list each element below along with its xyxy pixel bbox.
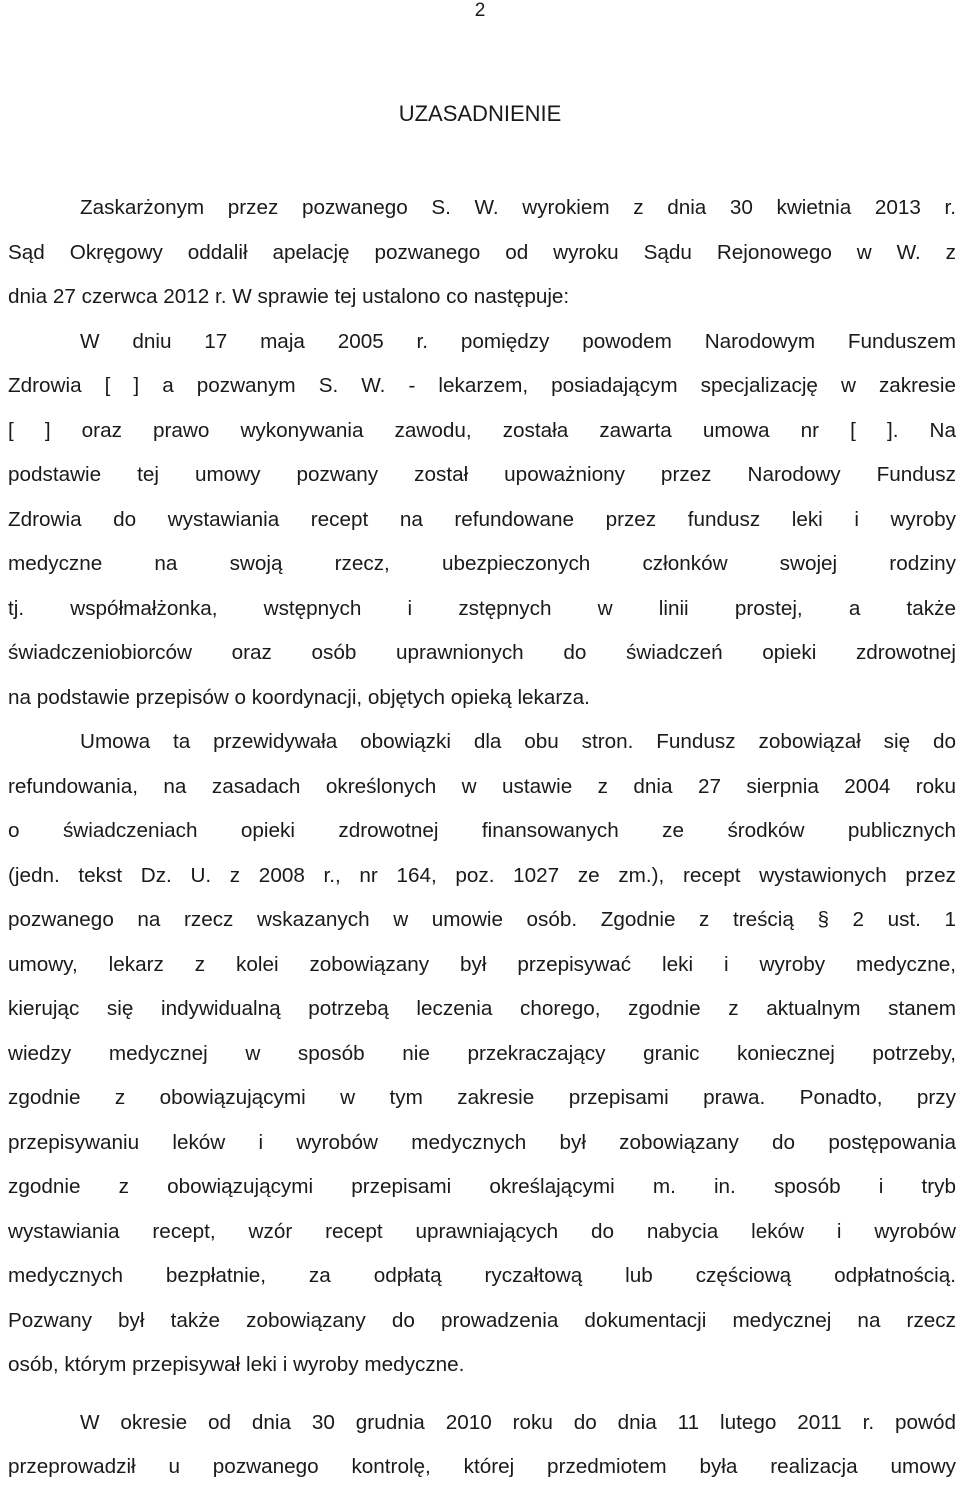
text-line: W dniu 17 maja 2005 r. pomiędzy powodem Narodowym Funduszem (80, 329, 956, 353)
text-line: zgodnie z obowiązującymi przepisami określającymi m. in. sposób i tryb (8, 1175, 956, 1198)
text-line: medyczne na swoją rzecz, ubezpieczonych członków swojej rodziny (8, 552, 956, 575)
text-line: Zaskarżonym przez pozwanego S. W. wyrokiem z dnia 30 kwietnia 2013 r. (80, 196, 956, 219)
text-line: osób, którym przepisywał leki i wyroby medyczne. (8, 1353, 465, 1376)
text-line: medycznych bezpłatnie, za odpłatą ryczałtową lub częściową odpłatnością. (8, 1264, 956, 1287)
document-heading: UZASADNIENIE (398, 101, 562, 126)
text-line: przepisywaniu leków i wyrobów medycznych był zobowiązany do postępowania (8, 1130, 956, 1154)
text-line: [ ] oraz prawo wykonywania zawodu, została zawarta umowa nr [ ]. Na (8, 418, 956, 442)
text-line: refundowania, na zasadach określonych w ustawie z dnia 27 sierpnia 2004 roku (8, 774, 956, 798)
document-body (8, 186, 956, 1490)
text-line: dnia 27 czerwca 2012 r. W sprawie tej ustalono co następuje: (8, 285, 570, 308)
text-line: (jedn. tekst Dz. U. z 2008 r., nr 164, poz. 1027 ze zm.), recept wystawionych przez (8, 863, 956, 887)
text-line: przeprowadził u pozwanego kontrolę, której przedmiotem była realizacja umowy (8, 1455, 956, 1478)
text-line: świadczeniobiorców oraz osób uprawnionych do świadczeń opieki zdrowotnej (8, 641, 956, 664)
page-number: 2 (474, 0, 486, 21)
text-line: tj. współmałżonka, wstępnych i zstępnych w linii prostej, a także (8, 596, 956, 620)
text-line: zgodnie z obowiązującymi w tym zakresie przepisami prawa. Ponadto, przy (8, 1086, 956, 1109)
text-line: Sąd Okręgowy oddalił apelację pozwanego od wyroku Sądu Rejonowego w W. z (8, 240, 956, 264)
text-line: Pozwany był także zobowiązany do prowadzenia dokumentacji medycznej na rzecz (8, 1308, 956, 1332)
text-line: pozwanego na rzecz wskazanych w umowie osób. Zgodnie z treścią § 2 ust. 1 (8, 908, 956, 931)
text-line: kierując się indywidualną potrzebą leczenia chorego, zgodnie z aktualnym stanem (8, 997, 956, 1020)
text-line: umowy, lekarz z kolei zobowiązany był przepisywać leki i wyroby medyczne, (8, 952, 956, 976)
text-line: Umowa ta przewidywała obowiązki dla obu stron. Fundusz zobowiązał się do (80, 730, 956, 753)
text-line: na podstawie przepisów o koordynacji, objętych opieką lekarza. (8, 685, 590, 709)
text-line: Zdrowia do wystawiania recept na refundowane przez fundusz leki i wyroby (8, 507, 956, 531)
text-line: wystawiania recept, wzór recept uprawniających do nabycia leków i wyrobów (8, 1219, 956, 1243)
paragraph-gap (8, 1388, 956, 1401)
text-line: o świadczeniach opieki zdrowotnej finansowanych ze środków publicznych (8, 819, 956, 842)
text-line: podstawie tej umowy pozwany został upoważniony przez Narodowy Fundusz (8, 463, 956, 486)
text-line: wiedzy medycznej w sposób nie przekraczający granic koniecznej potrzeby, (8, 1041, 956, 1065)
text-line: W okresie od dnia 30 grudnia 2010 roku do dnia 11 lutego 2011 r. powód (80, 1410, 956, 1434)
text-line: Zdrowia [ ] a pozwanym S. W. - lekarzem, posiadającym specjalizację w zakresie (8, 374, 956, 397)
